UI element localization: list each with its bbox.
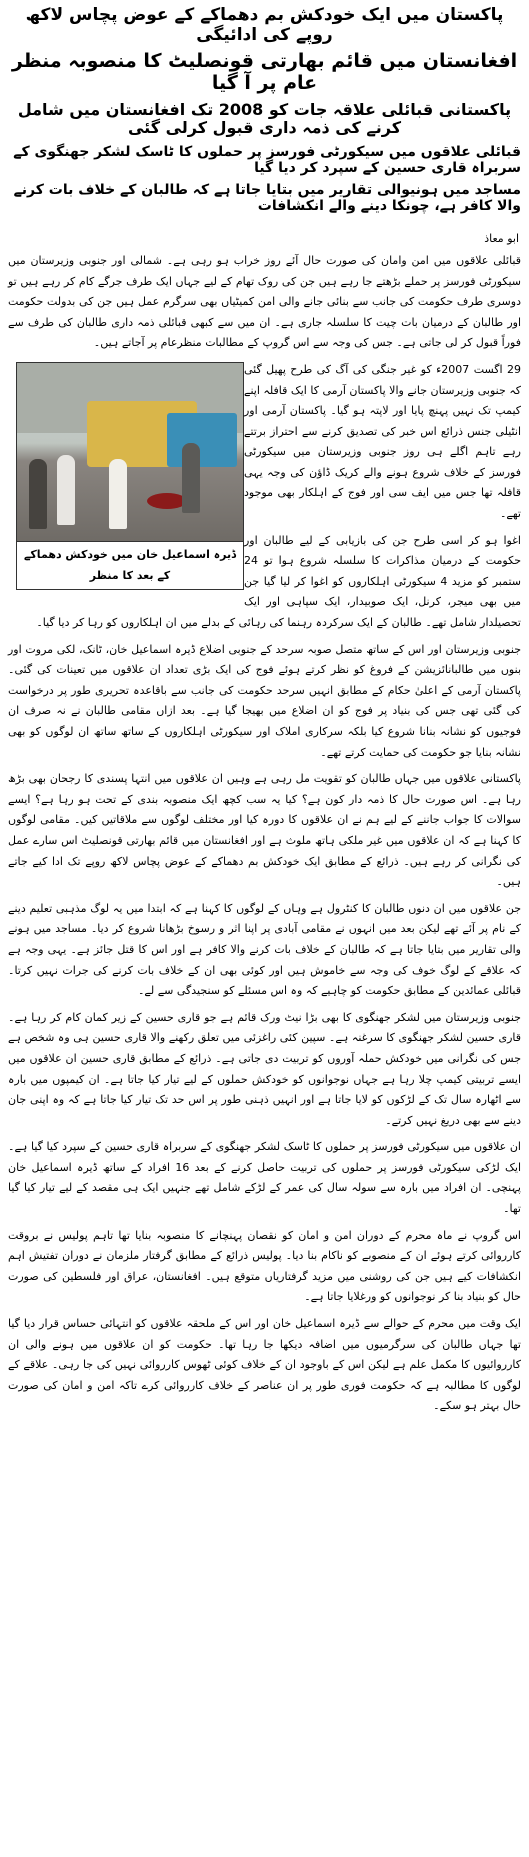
byline: ابو معاذ [484,231,519,245]
paragraph: ایک وقت میں محرم کے حوالے سے ڈیرہ اسماعیل خان اور اس کے ملحقہ علاقوں کو انتہائی حساس قرار دیا گیا تھا جہاں طالبان کی سرگرمیوں میں اضافہ دیکھا جا رہا تھا۔ حکومت کو ان علاقوں میں ہونے والی ان کارروائیوں کا مکمل علم ہے لیکن اس کے باوجود ان کے خلاف کوئی ٹھوس کارروائی نہیں کی جا رہی۔ علاقے کے لوگوں کا مطالبہ ہے کہ حکومت فوری طور پر ان عناصر کے خلاف کارروائی کرے تاکہ امن و امان کی صورت حال بہتر ہو سکے۔ [8,1317,521,1413]
headline-main: افغانستان میں قائم بھارتی قونصلیٹ کا منصوبہ منظر عام پر آ گیا [11,50,518,94]
paragraph: جنوبی وزیرستان اور اس کے ساتھ متصل صوبہ سرحد کے جنوبی اضلاع ڈیرہ اسماعیل خان، ٹانک، لکی مروت اور بنوں میں طالبانائزیشن کے فروغ کو نظر کرتے ہوئے فوج کی ایک بڑی تعداد ان علاقوں میں تعینات کی گئی۔ پاکستان آرمی کے اعلیٰ حکام کے مطابق انہیں سرحد حکومت کی جانب سے باقاعدہ تحریری طور پر درخواست کی گئی تھی جس کی بنیاد پر فوج کو ان اضلاع میں بھیجا گیا ہے۔ بعد ازاں مقامی طالبان نے نہ صرف ان فوجیوں کو نشانہ بنانا شروع کیا بلکہ سرکاری املاک اور سیکورٹی اہلکاروں کے ساتھ ساتھ ان لوگوں کو بھی نشانہ بنایا جو حکومت کی حمایت کرتے تھے۔ [8,642,521,759]
paragraph: اس گروپ نے ماہ محرم کے دوران امن و امان کو نقصان پہنچانے کا منصوبہ بنایا تھا تاہم پولیس نے بروقت کارروائی کرتے ہوئے ان کے منصوبے کو ناکام بنا دیا۔ پولیس ذرائع کے مطابق گرفتار ملزمان نے دوران تفتیش اہم انکشافات کیے ہیں جن کی روشنی میں مزید گرفتاریاں متوقع ہیں۔ افغانستان، عراق اور فلسطین کی صورت حال کو بنیاد بنا کر نوجوانوں کو ورغلایا جاتا ہے۔ [8,1228,521,1304]
paragraph: پاکستانی علاقوں میں جہاں طالبان کو تقویت مل رہی ہے وہیں ان علاقوں میں انتہا پسندی کا رجحان بھی بڑھ رہا ہے۔ اس صورت حال کا ذمہ دار کون ہے؟ کیا یہ سب کچھ ایک منصوبہ بندی کے تحت ہو رہا ہے؟ ایسے سوالات کا جواب جاننے کے لیے ہم نے ان علاقوں کا دورہ کیا اور مختلف لوگوں سے ملاقاتیں کیں۔ مقامی لوگوں کا کہنا ہے کہ ان علاقوں میں غیر ملکی ہاتھ ملوث ہے اور افغانستان میں قائم بھارتی قونصلیٹ اس سارے عمل کی نگرانی کر رہے ہیں۔ ذرائع کے مطابق ایک خودکش بم دھماکے کے عوض پچاس لاکھ روپے تک ادا کیے جاتے ہیں۔ [8,772,521,889]
news-photo [17,363,243,541]
paragraph: جن علاقوں میں ان دنوں طالبان کا کنٹرول ہے وہاں کے لوگوں کا کہنا ہے کہ ابتدا میں یہ لوگ مذہبی تعلیم دینے کے نام پر آئے تھے لیکن بعد میں انہوں نے مقامی آبادی پر اپنا اثر و رسوخ بڑھانا شروع کر دیا۔ مساجد میں ہونے والی تقاریر میں بتایا جاتا ہے کہ طالبان کے خلاف بات کرنے والا کافر ہے اور اس کا قتل جائز ہے۔ یہی وجہ ہے کہ علاقے کے لوگ خوف کی وجہ سے خاموش ہیں اور کوئی بھی ان کے خلاف بات کرنے کی جرات نہیں کرتا۔ قبائلی عمائدین کے مطابق حکومت کو چاہیے کہ وہ اس مسئلے کو سنجیدگی سے لے۔ [8,901,521,998]
headline-1: پاکستان میں ایک خودکش بم دھماکے کے عوض پچاس لاکھ روپے کی ادائیگی [25,5,504,45]
paragraph: قبائلی علاقوں میں امن وامان کی صورت حال آئے روز خراب ہو رہی ہے۔ شمالی اور جنوبی وزیرستان میں سیکورٹی فورسز پر حملے بڑھتے جا رہے ہیں جن کی روک تھام کے لیے جہاں ایک طرف جرگے کام کر رہے ہیں تو دوسری طرف حکومت کی جانب سے بنائی جانے والی امن کمیٹیاں بھی سرگرم عمل ہیں جن کی بدولت حکومت اور طالبان کے درمیان بات چیت کا سلسلہ جاری ہے۔ ان میں سے کبھی قبائلی ذمہ داری طالبان کی طرف سے فوراً قبول کر لی جاتی ہے۔ جس کی وجہ سے اس گروپ کے مطالبات منظرعام پر آجاتے ہیں۔ [8,253,521,350]
article-body [0,251,529,1417]
photo-caption: ڈیرہ اسماعیل خان میں خودکش دھماکے کے بعد کا منظر [17,541,243,589]
paragraph: 29 اگست 2007ء کو غیر جنگی کی آگ کی طرح پھیل گئی کہ جنوبی وزیرستان جانے والا پاکستان آرمی کا ایک قافلہ اپنے کیمپ تک نہیں پہنچ پایا اور لاپتہ ہو گیا۔ پاکستان آرمی اور انٹیلی جنس ذرائع اس خبر کی تصدیق کرنے سے احتراز برتتے رہے تاہم اگلے ہی روز جنوبی وزیرستان میں سیکورٹی فورسز کے خلاف شروع ہونے والے کریک ڈاؤن کی وجہ یہی قافلہ تھا جس میں ایف سی اور فوج کے اہلکار بھی موجود تھے۔ [244,362,521,521]
paragraph: ان علاقوں میں سیکورٹی فورسز پر حملوں کا ٹاسک لشکر جھنگوی کے سربراہ قاری حسین کے سپرد کیا گیا ہے۔ ایک لڑکی سیکورٹی فورسز پر حملوں کی تربیت حاصل کرنے کے بعد 16 افراد کے ساتھ ڈیرہ اسماعیل خان پہنچی۔ ان افراد میں بارہ سے سولہ سال کی عمر کے لڑکے شامل تھے جنہیں ایک ہی مقصد کے لیے تیار کیا گیا تھا۔ [8,1140,521,1216]
headline-5: مساجد میں ہونیوالی تقاریر میں بتایا جاتا ہے کہ طالبان کے خلاف بات کرنے والا کافر ہے، چونکا دینے والے انکشافات [13,181,521,214]
paragraph: اغوا ہو کر اسی طرح جن کی بازیابی کے لیے طالبان اور حکومت کے درمیان مذاکرات کا سلسلہ شروع ہوا تو 24 ستمبر کو مزید 4 سیکورٹی اہلکاروں کو اغوا کر لیا گیا جن میں بھی میجر، کرنل، ایک صوبیدار، ایک سپاہی اور ایک تحصیلدار شامل تھے۔ طالبان کے ایک سرکردہ رہنما کی رہائی کے بدلے میں ان اہلکاروں کو رہا کر دیا گیا۔ [36,533,521,630]
headline-3: پاکستانی قبائلی علاقہ جات کو 2008 تک افغانستان میں شامل کرنے کی ذمہ داری قبول کرلی گئی [17,99,512,138]
headline-4: قبائلی علاقوں میں سیکورٹی فورسز پر حملوں کا ٹاسک لشکر جھنگوی کے سربراہ قاری حسین کے سپرد کر دیا گیا [13,143,521,176]
newspaper-page [0,6,529,1857]
photo-figure [16,362,244,590]
paragraph: جنوبی وزیرستان میں لشکر جھنگوی کا بھی بڑا نیٹ ورک قائم ہے جو قاری حسین کے زیر کمان کام کر رہا ہے۔ قاری حسین لشکر جھنگوی کا سرغنہ ہے۔ سپین کئی راغزئی میں تعلق رکھنے والا قاری حسین ہی وہ شخص ہے جس کی نگرانی میں خودکش حملہ آوروں کو تربیت دی جاتی ہے۔ ذرائع کے مطابق قاری حسین ان علاقوں میں ایسے تربیتی کیمپ چلا رہا ہے جہاں نوجوانوں کو خودکش حملوں کے لیے تیار کیا جاتا ہے۔ ان کیمپوں میں بارہ سے اٹھارہ سال تک کے لڑکوں کو لایا جاتا ہے اور انہیں ذہنی طور پر اس حد تک تیار کیا جاتا ہے کہ وہ اپنی جان دینے سے بھی دریغ نہیں کرتے۔ [8,1010,521,1127]
